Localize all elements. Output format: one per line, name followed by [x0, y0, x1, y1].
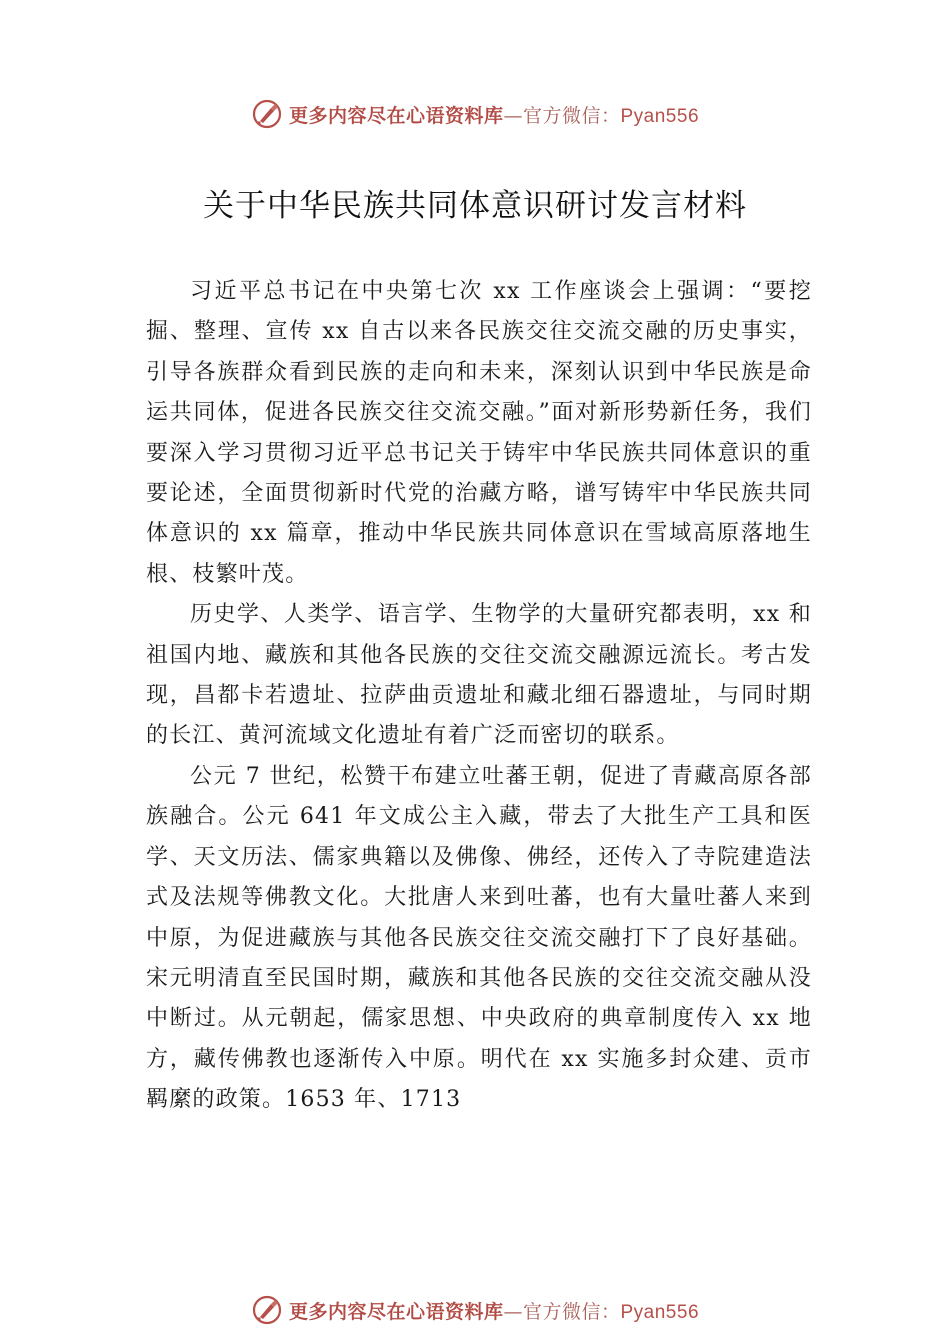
paragraph: 公元 7 世纪，松赞干布建立吐蕃王朝，促进了青藏高原各部族融合。公元 641 年文成公主入藏，带去了大批生产工具和医学、天文历法、儒家典籍以及佛像、佛经，还传入了寺院建造法式及法规等佛教文化。大批唐人来到吐蕃，也有大量吐蕃人来到中原，为促进藏族与其他各民族交往交流交融打下了良好基础。宋元明清直至民国时期，藏族和其他各民族的交往交流交融从没中断过。从元朝起，儒家思想、中央政府的典章制度传入 xx 地方，藏传佛教也逐渐传入中原。明代在 xx 实施多封众建、贡市羁縻的政策。1653 年、1713 [146, 763, 812, 1113]
watermark-text [289, 101, 699, 128]
paragraph: 习近平总书记在中央第七次 xx 工作座谈会上强调：“要挖掘、整理、宣传 xx 自古以来各民族交往交流交融的历史事实，引导各族群众看到民族的走向和未来，深刻认识到中华民族是命运共同体，促进各民族交往交流交融。”面对新形势新任务，我们要深入学习贯彻习近平总书记关于铸牢中华民族共同体意识的重要论述，全面贯彻新时代党的治藏方略，谱写铸牢中华民族共同体意识的 xx 篇章，推动中华民族共同体意识在雪域高原落地生根、枝繁叶茂。 [146, 279, 812, 587]
watermark-footer [0, 1290, 950, 1330]
pen-nib-circle-icon [251, 98, 283, 130]
watermark-wechat-id: Pyan556 [620, 1301, 700, 1323]
watermark-text [289, 1297, 699, 1324]
pen-nib-circle-icon [251, 1294, 283, 1326]
watermark-header [0, 94, 950, 134]
watermark-separator: —官方微信： [503, 1300, 621, 1323]
watermark-main-text: 更多内容尽在心语资料库 [288, 1300, 504, 1323]
document-title: 关于中华民族共同体意识研讨发言材料 [203, 188, 747, 224]
watermark-wechat-id: Pyan556 [620, 105, 700, 127]
watermark-main-text: 更多内容尽在心语资料库 [288, 104, 504, 127]
paragraph: 历史学、人类学、语言学、生物学的大量研究都表明，xx 和祖国内地、藏族和其他各民族的交往交流交融源远流长。考古发现，昌都卡若遗址、拉萨曲贡遗址和藏北细石器遗址，与同时期的长江、黄河流域文化遗址有着广泛而密切的联系。 [146, 602, 812, 749]
document-body [146, 272, 812, 1121]
watermark-separator: —官方微信： [503, 104, 621, 127]
